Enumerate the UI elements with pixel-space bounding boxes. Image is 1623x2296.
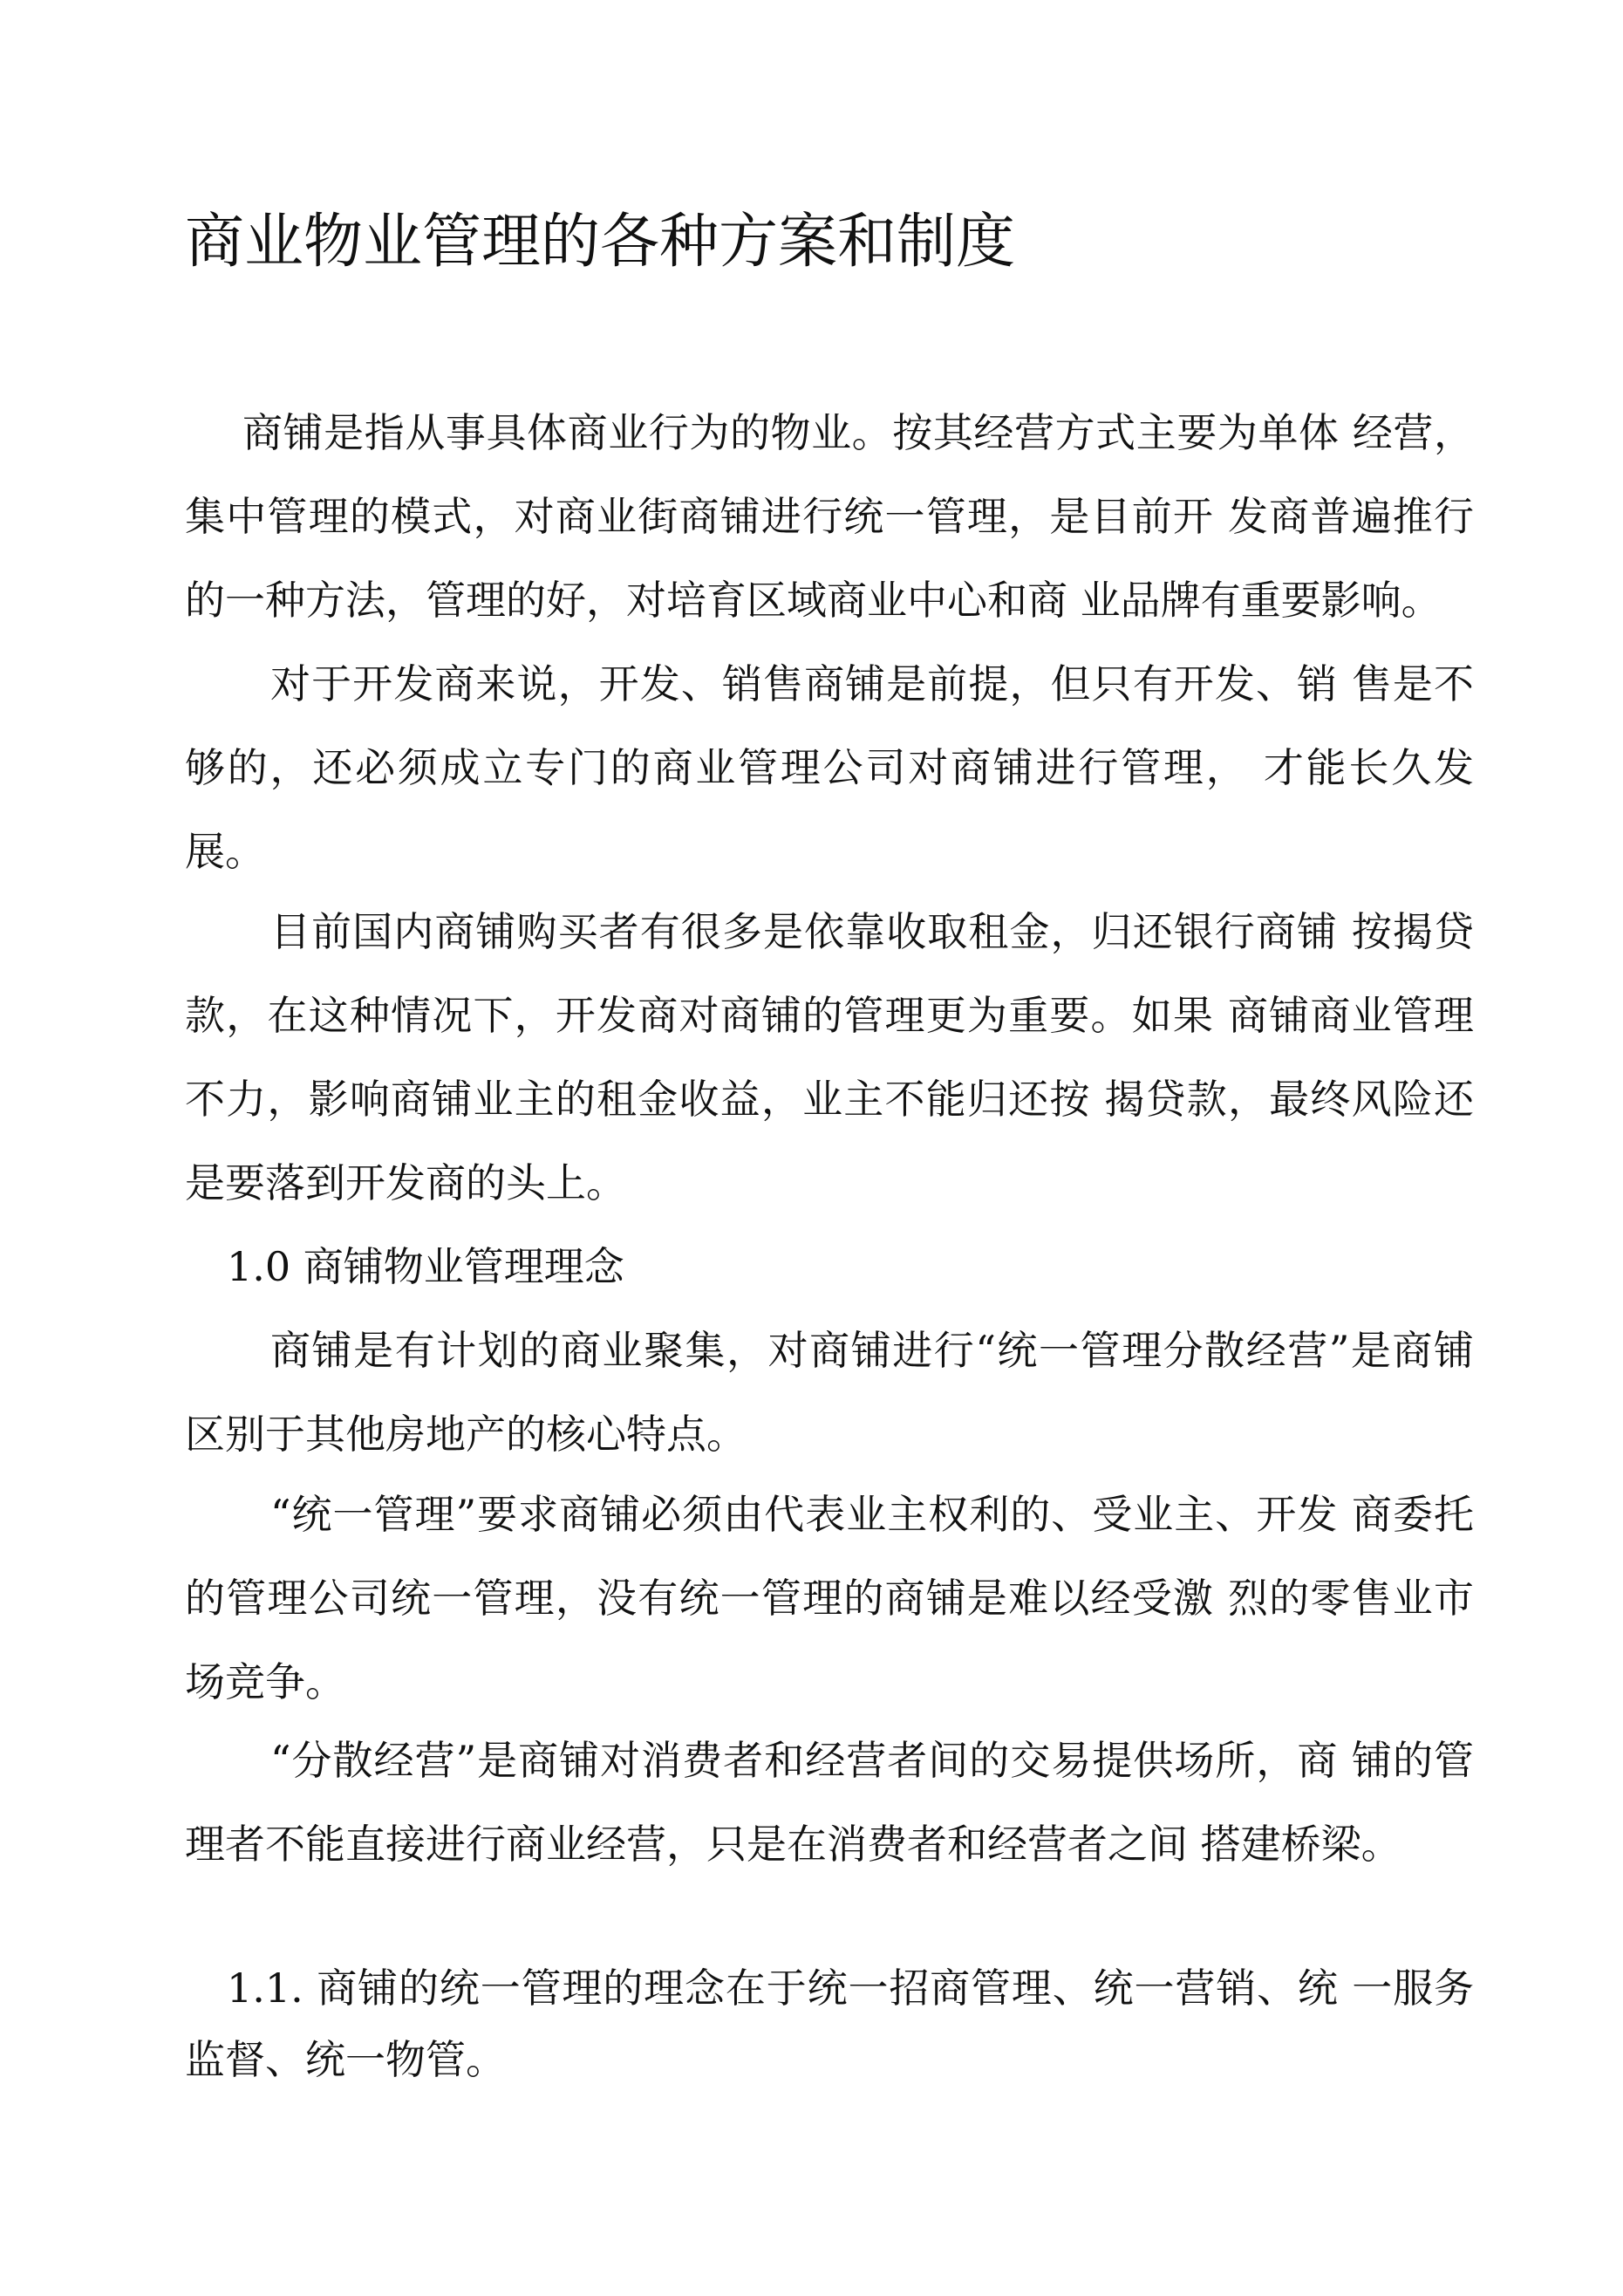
document-title: 商业物业管理的各种方案和制度	[185, 208, 1016, 277]
section-heading-1-1: 1.1. 商铺的统一管理的理念在于统一招商管理、统一营销、统 一服务监督、统一物管。	[185, 1965, 1474, 2083]
section-heading-1-0: 1.0 商铺物业管理理念	[227, 1243, 624, 1290]
paragraph-developer: 对于开发商来说，开发、销售商铺是前提，但只有开发、销 售是不够的，还必须成立专门的商业管理公司对商铺进行管理， 才能长久发展。	[185, 660, 1474, 875]
paragraph-intro: 商铺是指从事具体商业行为的物业。按其经营方式主要为单体 经营，集中管理的模式，对商业街商铺进行统一管理，是目前开 发商普遍推行的一种方法，管理的好，对培育区域商业中心和商 业品牌有重要影响。	[185, 409, 1474, 624]
paragraph-concept: 商铺是有计划的商业聚集，对商铺进行“统一管理分散经营”是商铺区别于其他房地产的核心特点。	[185, 1327, 1474, 1458]
paragraph-unified-management: “统一管理”要求商铺必须由代表业主权利的、受业主、开发 商委托的管理公司统一管理，没有统一管理的商铺是难以经受激 烈的零售业市场竞争。	[185, 1491, 1474, 1705]
paragraph-buyers: 目前国内商铺购买者有很多是依靠收取租金，归还银行商铺 按揭贷款，在这种情况下，开发商对商铺的管理更为重要。如果 商铺商业管理不力，影响商铺业主的租金收益，业主不能归还按 揭贷款，最终风险还是要落到开发商的头上。	[185, 908, 1474, 1206]
paragraph-dispersed-operation: “分散经营”是商铺对消费者和经营者间的交易提供场所，商 铺的管理者不能直接进行商业经营，只是在消费者和经营者之间 搭建桥梁。	[185, 1737, 1474, 1868]
